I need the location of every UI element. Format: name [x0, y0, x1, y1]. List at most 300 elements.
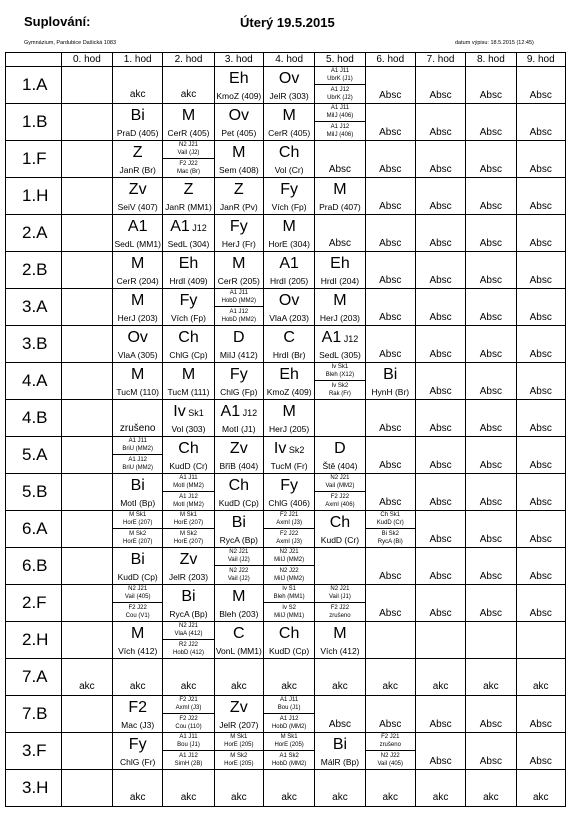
subject-code: Ch — [178, 329, 199, 346]
split-line: A1 J11 — [179, 475, 198, 481]
schedule-cell — [415, 696, 465, 733]
split-entry — [215, 567, 263, 584]
split-line: BriU (MM2) — [122, 446, 154, 452]
subject-code: M — [131, 255, 145, 272]
split-line: M Sk1 — [280, 734, 298, 740]
class-label: 3.A — [6, 289, 62, 326]
subject-code: M — [232, 588, 246, 605]
schedule-cell — [263, 67, 314, 104]
cell-text: Absc — [429, 164, 452, 175]
schedule-cell — [365, 585, 415, 622]
split-line: M Sk2 — [129, 531, 147, 537]
split-line: MotI (MM2) — [173, 502, 204, 508]
cell-text: akc — [382, 681, 399, 692]
split-line: HorE (205) — [224, 742, 254, 748]
split-line: MiIJ (MM1) — [274, 613, 305, 619]
schedule-cell — [415, 400, 465, 437]
split-line: F2 J22 — [330, 605, 350, 611]
cell-text: Absc — [479, 497, 502, 508]
schedule-cell — [415, 363, 465, 400]
cell-text: Absc — [529, 608, 552, 619]
cell-text: Absc — [479, 201, 502, 212]
split-entry — [163, 511, 213, 529]
split-entry — [113, 456, 162, 473]
split-line: AxmI (J3) — [175, 705, 202, 711]
split-entry — [264, 567, 314, 584]
teacher-room: KudD (Cp) — [117, 572, 158, 582]
schedule-cell — [263, 363, 314, 400]
split-line: Bleh (MM1) — [273, 594, 305, 600]
cell-text: akc — [79, 681, 95, 692]
split-line: MiIJ (MM2) — [274, 557, 305, 563]
cell-text: akc — [129, 681, 146, 692]
split-line: A1 J12 — [128, 457, 148, 463]
split-entry — [315, 493, 364, 510]
subject-code: Z — [183, 181, 194, 198]
cell-text: Absc — [529, 349, 552, 360]
teacher-room: HrdI (204) — [320, 276, 360, 286]
schedule-cell — [516, 511, 565, 548]
split-line: A1 Sk2 — [279, 753, 299, 759]
table-row — [6, 622, 566, 659]
teacher-room: PraD (407) — [319, 202, 361, 212]
schedule-cell — [214, 474, 263, 511]
cell-text: akc — [483, 792, 499, 803]
teacher-room: HerJ (Fr) — [221, 239, 256, 249]
period-header: 0. hod — [61, 53, 112, 67]
split-entry — [163, 733, 213, 751]
subject-code: Eh — [178, 255, 199, 272]
split-line: M Sk1 — [129, 512, 147, 518]
teacher-room: HorE (304) — [268, 239, 310, 249]
cell-text: Absc — [379, 497, 402, 508]
schedule-cell — [466, 178, 516, 215]
schedule-cell — [214, 363, 263, 400]
cell-text: Absc — [529, 201, 552, 212]
class-label: 4.A — [6, 363, 62, 400]
split-line: Iv Sk1 — [331, 364, 349, 370]
teacher-room: CerR (405) — [167, 128, 210, 138]
subject-code: Fy — [280, 477, 299, 494]
subject-code: Ov — [278, 292, 300, 309]
split-entry — [264, 511, 314, 529]
subject-code: C — [283, 329, 295, 346]
cell-text: Absc — [429, 90, 452, 101]
cell-text: Absc — [328, 164, 352, 175]
teacher-room: HynH (Br) — [371, 387, 410, 397]
subject-code: Iv Sk2 — [273, 440, 305, 457]
cell-text: Absc — [379, 423, 402, 434]
schedule-cell — [516, 696, 565, 733]
split-line: Iv Sk2 — [331, 383, 349, 389]
schedule-cell — [113, 326, 163, 363]
group-code: Sk1 — [185, 408, 204, 418]
table-row — [6, 215, 566, 252]
subject-code: Z — [233, 181, 244, 198]
schedule-cell — [263, 326, 314, 363]
split-line: N2 J21 — [178, 623, 198, 629]
schedule-cell — [466, 363, 516, 400]
cell-text: Absc — [379, 719, 402, 730]
schedule-cell — [263, 289, 314, 326]
split-line: N2 J21 — [229, 549, 249, 555]
schedule-cell — [516, 770, 565, 807]
split-entry — [113, 604, 162, 621]
subject-code: M — [181, 366, 196, 383]
split-line: F2 J21 — [179, 697, 198, 703]
schedule-cell — [466, 696, 516, 733]
teacher-room: MotI (Bp) — [120, 498, 156, 508]
schedule-cell — [163, 67, 214, 104]
split-entry — [366, 530, 415, 547]
cell-text: Absc — [429, 497, 452, 508]
class-label: 4.B — [6, 400, 62, 437]
teacher-room: Mac (J3) — [121, 720, 155, 730]
split-line: HorE (207) — [173, 520, 204, 526]
schedule-cell — [315, 178, 365, 215]
teacher-room: JanR (MM1) — [165, 202, 212, 212]
subject-code: Eh — [229, 70, 249, 87]
cell-text: Absc — [479, 608, 502, 619]
schedule-cell — [113, 548, 163, 585]
split-entry — [215, 308, 263, 325]
teacher-room: CerR (204) — [116, 276, 159, 286]
teacher-room: Pet (405) — [221, 128, 257, 138]
cell-text: Absc — [529, 238, 552, 249]
schedule-cell — [61, 622, 112, 659]
class-label: 3.F — [6, 733, 62, 770]
subject-code: M — [232, 255, 246, 272]
teacher-room: JelR (303) — [269, 91, 309, 101]
schedule-cell — [365, 400, 415, 437]
group-code: Sk2 — [286, 445, 305, 455]
cell-text: Absc — [379, 90, 402, 101]
class-label: 2.A — [6, 215, 62, 252]
subject-code: M — [131, 366, 145, 383]
split-line: F2 J22 — [179, 716, 198, 722]
split-line: HobD (412) — [172, 650, 204, 656]
split-entry — [264, 715, 314, 732]
schedule-cell — [61, 548, 112, 585]
class-label: 2.B — [6, 252, 62, 289]
schedule-cell — [263, 511, 314, 548]
class-label: 5.B — [6, 474, 62, 511]
split-entry — [264, 733, 314, 751]
schedule-cell — [113, 696, 163, 733]
split-line: Cou (V1) — [125, 613, 150, 619]
schedule-cell — [466, 733, 516, 770]
split-line: Ch Sk1 — [380, 512, 401, 518]
schedule-cell — [61, 178, 112, 215]
split-entry — [215, 733, 263, 751]
table-row — [6, 67, 566, 104]
split-entry — [113, 511, 162, 529]
teacher-room: KmoZ (409) — [216, 91, 262, 101]
cell-text: akc — [281, 792, 297, 803]
period-header-row — [6, 53, 566, 67]
split-entry — [315, 67, 364, 85]
subject-code: D — [334, 440, 346, 457]
split-line: VaiI (J2) — [227, 557, 250, 563]
schedule-cell — [214, 511, 263, 548]
teacher-room: HerJ (203) — [117, 313, 158, 323]
teacher-room: KudD (Cr) — [169, 461, 208, 471]
substitution-table — [5, 52, 566, 807]
subject-code: Ov — [228, 107, 250, 124]
schedule-cell — [365, 659, 415, 696]
schedule-cell — [415, 104, 465, 141]
teacher-room: JanR (Br) — [119, 165, 156, 175]
cell-text: Absc — [379, 127, 402, 138]
cell-text: akc — [180, 681, 197, 692]
schedule-cell — [163, 585, 214, 622]
teacher-room: HerJ (203) — [319, 313, 361, 323]
split-line: N2 J22 — [279, 568, 299, 574]
schedule-cell — [61, 770, 112, 807]
subject-code: M — [131, 292, 145, 309]
subject-code: Fy — [128, 736, 147, 753]
schedule-cell — [61, 585, 112, 622]
schedule-cell — [516, 363, 565, 400]
cell-text: Absc — [529, 275, 552, 286]
subject-code: M — [333, 625, 347, 642]
table-row — [6, 659, 566, 696]
schedule-cell — [113, 474, 163, 511]
split-line: F2 J22 — [279, 531, 299, 537]
table-row — [6, 289, 566, 326]
split-line: F2 J22 — [330, 494, 350, 500]
split-entry — [264, 548, 314, 566]
split-entry — [163, 530, 213, 547]
cell-text: Absc — [429, 238, 452, 249]
cell-text: Absc — [479, 275, 502, 286]
split-entry — [163, 715, 213, 732]
cell-text: Absc — [429, 756, 452, 767]
subject-code: D — [233, 329, 245, 346]
schedule-cell — [61, 252, 112, 289]
cell-text: Absc — [328, 238, 352, 249]
schedule-cell — [315, 141, 365, 178]
schedule-cell — [466, 289, 516, 326]
schedule-cell — [163, 178, 214, 215]
cell-text: akc — [231, 792, 247, 803]
subject-code: Bi — [332, 736, 348, 753]
schedule-cell — [163, 326, 214, 363]
split-line: A1 J12 — [330, 87, 350, 93]
cell-text: Absc — [529, 756, 552, 767]
schedule-cell — [516, 585, 565, 622]
schedule-cell — [315, 437, 365, 474]
schedule-cell — [365, 474, 415, 511]
subject-code: Ch — [178, 440, 199, 457]
class-label: 7.A — [6, 659, 62, 696]
cell-text: Absc — [529, 534, 552, 545]
subject-code: F2 — [128, 699, 148, 716]
schedule-cell — [163, 733, 214, 770]
split-entry — [366, 752, 415, 769]
schedule-cell — [365, 511, 415, 548]
schedule-cell — [466, 326, 516, 363]
split-entry — [315, 104, 364, 122]
split-entry — [163, 622, 213, 640]
schedule-cell — [163, 511, 214, 548]
schedule-cell — [516, 67, 565, 104]
cell-text: Absc — [529, 164, 552, 175]
split-line: HobD (MM2) — [221, 298, 256, 304]
schedule-cell — [516, 733, 565, 770]
split-line: N2 J21 — [279, 549, 299, 555]
cell-text: Absc — [529, 127, 552, 138]
subject-code: M — [333, 292, 347, 309]
cell-text: Absc — [479, 571, 502, 582]
teacher-room: PraD (405) — [116, 128, 159, 138]
schedule-cell — [516, 104, 565, 141]
split-entry — [264, 696, 314, 714]
schedule-cell — [516, 400, 565, 437]
split-entry — [113, 530, 162, 547]
split-entry — [315, 585, 364, 603]
period-header: 8. hod — [466, 53, 516, 67]
split-entry — [315, 474, 364, 492]
schedule-cell — [466, 400, 516, 437]
split-line: HobD (MM2) — [221, 317, 256, 323]
subject-code: M — [333, 181, 347, 198]
schedule-cell — [113, 252, 163, 289]
split-line: M Sk1 — [179, 512, 197, 518]
split-line: Bou (J1) — [277, 705, 301, 711]
teacher-room: JanR (Pv) — [219, 202, 258, 212]
schedule-cell — [113, 511, 163, 548]
cell-text: akc — [180, 89, 197, 100]
schedule-cell — [61, 659, 112, 696]
split-line: Cou (110) — [175, 724, 202, 730]
teacher-room: HerJ (205) — [269, 424, 310, 434]
schedule-cell — [315, 622, 365, 659]
table-row — [6, 363, 566, 400]
split-entry — [264, 585, 314, 603]
class-label: 1.A — [6, 67, 62, 104]
split-line: Bi Sk2 — [381, 531, 399, 537]
cell-text: Absc — [479, 164, 502, 175]
schedule-cell — [466, 67, 516, 104]
schedule-cell — [113, 178, 163, 215]
schedule-cell — [415, 67, 465, 104]
cell-text: Absc — [429, 571, 452, 582]
teacher-room: SedL (305) — [319, 350, 361, 360]
schedule-cell — [415, 770, 465, 807]
table-row — [6, 326, 566, 363]
teacher-room: ChlG (406) — [268, 498, 310, 508]
cell-text: Absc — [429, 534, 452, 545]
schedule-cell — [113, 67, 163, 104]
split-line: VaiI (405) — [377, 761, 404, 767]
schedule-cell — [365, 215, 415, 252]
teacher-room: Bleh (203) — [219, 609, 259, 619]
split-line: N2 J21 — [128, 586, 148, 592]
schedule-cell — [214, 178, 263, 215]
split-line: F2 J21 — [279, 512, 299, 518]
schedule-cell — [365, 289, 415, 326]
schedule-cell — [466, 437, 516, 474]
split-line: HobD (MM2) — [271, 761, 307, 767]
table-row — [6, 252, 566, 289]
cell-text: Absc — [429, 349, 452, 360]
cell-text: akc — [483, 681, 499, 692]
subject-code: M — [282, 107, 296, 124]
schedule-cell — [315, 733, 365, 770]
subject-code: Bi — [181, 588, 196, 605]
schedule-cell — [214, 437, 263, 474]
subject-code: Ov — [278, 70, 300, 87]
teacher-room: VlaA (203) — [269, 313, 309, 323]
split-line: HorE (207) — [123, 520, 153, 526]
schedule-cell — [365, 104, 415, 141]
schedule-cell — [61, 733, 112, 770]
table-row — [6, 585, 566, 622]
schedule-cell — [466, 548, 516, 585]
schedule-cell — [466, 474, 516, 511]
cell-text: Absc — [379, 608, 402, 619]
subject-code: Ch — [228, 477, 250, 494]
split-entry — [113, 585, 162, 603]
cell-text: Absc — [529, 312, 552, 323]
teacher-room: HrdI (409) — [169, 276, 208, 286]
split-line: RycA (Bi) — [377, 539, 403, 545]
teacher-room: Vích (412) — [118, 646, 158, 656]
class-label: 2.F — [6, 585, 62, 622]
schedule-cell — [263, 178, 314, 215]
schedule-cell — [466, 252, 516, 289]
schedule-cell — [365, 437, 415, 474]
cell-text: akc — [129, 89, 146, 100]
cell-text: Absc — [479, 127, 502, 138]
subject-code: M — [282, 403, 296, 420]
class-label: 1.H — [6, 178, 62, 215]
schedule-cell — [263, 104, 314, 141]
table-row — [6, 770, 566, 807]
schedule-cell — [516, 437, 565, 474]
split-line: SimH (2B) — [174, 761, 203, 767]
subject-code: A1 — [127, 218, 148, 235]
schedule-cell — [415, 141, 465, 178]
split-line: M Sk2 — [179, 531, 197, 537]
schedule-cell — [315, 585, 365, 622]
table-row — [6, 141, 566, 178]
schedule-cell — [263, 770, 314, 807]
schedule-cell — [466, 511, 516, 548]
split-line: VaiI (J2) — [177, 150, 200, 156]
schedule-date: Úterý 19.5.2015 — [240, 15, 335, 30]
split-line: MiIJ (MM2) — [274, 576, 305, 582]
teacher-room: MiIJ (412) — [219, 350, 258, 360]
schedule-cell — [315, 67, 365, 104]
table-row — [6, 104, 566, 141]
cell-text: Absc — [529, 90, 552, 101]
subject-code: A1 J12 — [220, 403, 258, 420]
subject-code: Fy — [280, 181, 299, 198]
schedule-cell — [113, 289, 163, 326]
cell-text: Absc — [379, 349, 402, 360]
cell-text: Absc — [479, 238, 502, 249]
subject-code: Z — [132, 144, 143, 161]
split-entry — [215, 752, 263, 769]
schedule-cell — [263, 622, 314, 659]
subject-code: Ch — [278, 144, 300, 161]
teacher-room: ChlG (Fr) — [119, 757, 156, 767]
split-line: A1 J12 — [229, 309, 249, 315]
period-header: 1. hod — [113, 53, 163, 67]
subject-code: Zv — [229, 440, 248, 457]
